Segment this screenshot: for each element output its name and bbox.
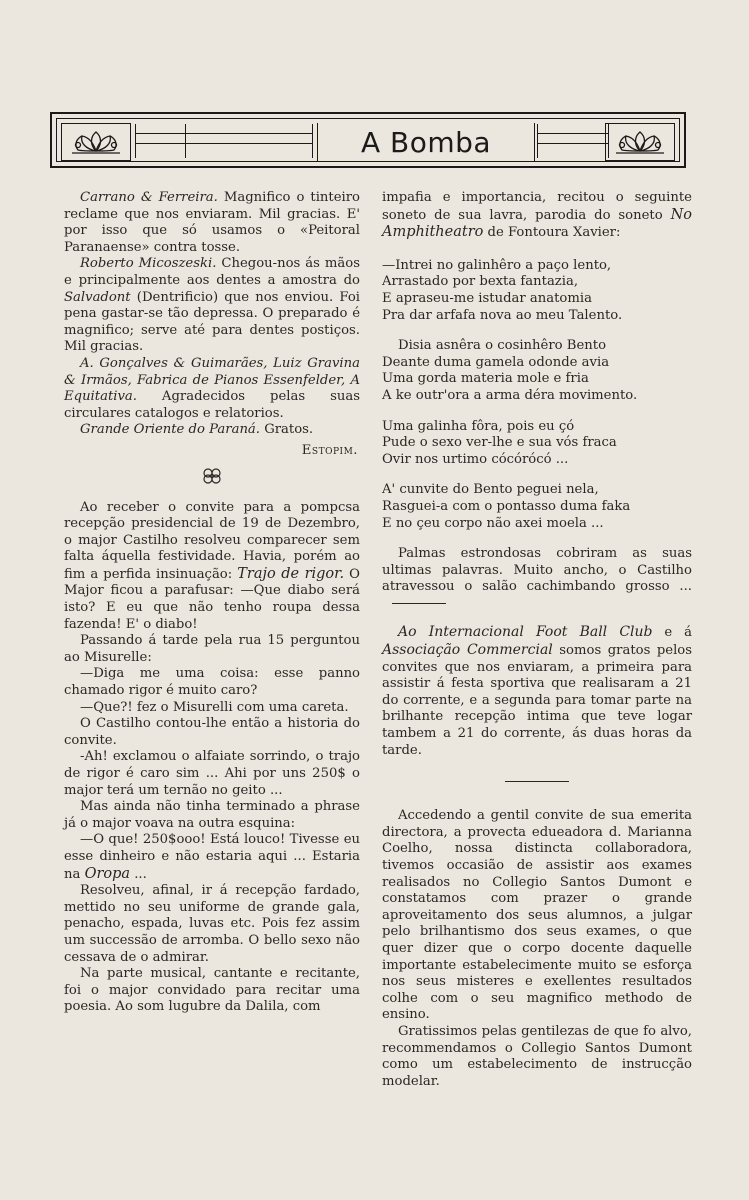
article-paragraph: A. Gonçalves & Guimarães, Luiz Gravina & Irmãos, Fabrica de Pianos Essenfelder, A Equitativa. Agradecidos pelas suas circulares catalogos e relatorios. [64,355,360,421]
article-paragraph: Roberto Micoszeski. Chegou-nos ás mãos e principalmente aos dentes a amostra do Salvadont (Dentrificio) que nos enviou. Foi pena gastar-se tão depressa. O preparado é magnifico; serve até para dentes postiços. Mil gracias. [64,256,360,355]
verse-line: Uma gorda materia mole e fria [382,371,589,387]
article-paragraph: Accedendo a gentil convite de sua emerita directora, a provecta edueadora d. Marianna Coelho, nossa distincta collaboradora, tivemos occasião de assistir aos exames realisados no Collegio Santos Dumont e constatamos com prazer o grande aproveitamento dos seus alumnos, a julgar pelo brilhantismo dos seus exames, o que quer dizer que o corpo docente daquelle importante estabelecimente muito se esforça nos seus misteres e exellentes resultados colhe com o seu magnifico methodo de ensino. [382,808,692,1023]
stanza [382,482,692,532]
verse-line: E apraseu-me istudar anatomia [382,290,592,306]
article-paragraph: Carrano & Ferreira. Magnifico o tinteiro reclame que nos enviaram. Mil gracias. E' por isso que só usamos o «Peitoral Paranaense» contra tosse. [64,190,360,255]
section-rule [392,603,446,604]
verse-line: A' cunvite do Bento peguei nela, [382,482,599,498]
right-ornament-box [605,123,675,161]
sonnet [382,258,692,532]
right-column [382,190,692,1090]
header-banner [50,112,686,168]
verse-line: Pude o sexo ver-lhe e sua vós fraca [382,435,617,451]
article-paragraph: Mas ainda não tinha terminado a phrase já o major voava na outra esquina: [64,799,360,831]
article-paragraph: Palmas estrondosas cobriram as suas ultimas palavras. Muito ancho, o Castilho atravessou o salão cachimbando grosso ... [382,546,692,612]
verse-line: Disia asnêra o cosinhêro Bento [398,338,607,354]
article-paragraph: Passando á tarde pela rua 15 perguntou ao Misurelle: [64,633,360,665]
verse-line: Deante duma gamela odonde avia [382,354,610,370]
article-paragraph: —Que?! fez o Misurelli com uma careta. [80,699,349,715]
left-column [64,190,360,1016]
article-paragraph: -Ah! exclamou o alfaiate sorrindo, o trajo de rigor é caro sim ... Ahi por uns 250$ o major terá um ternão no geito ... [64,749,360,798]
section-divider [64,466,360,486]
article-paragraph: Resolveu, afinal, ir á recepção fardado, mettido no seu uniforme de grande gala, penacho, espada, luvas etc. Pois fez assim um successão de arromba. O bello sexo não cessava de o admirar. [64,883,360,965]
flower-divider-icon [201,466,223,486]
title-box [317,123,535,161]
verse-line: E no çeu corpo não axei moela ... [382,515,604,531]
header-inner-frame [56,118,680,162]
verse-line: A ke outr'ora a arma déra movimento. [382,387,638,403]
article-paragraph: Ao Internacional Foot Ball Club e á Associação Commercial somos gratos pelos convites que nos enviaram, a primeira para assistir á festa sportiva que realisaram a 21 do corrente, e a segunda para tomar parte na brilhante recepção intima que teve logar tambem a 21 do corrente, ás duas horas da tarde. [382,624,693,758]
article-paragraph: —O que! 250$ooo! Está louco! Tivesse eu esse dinheiro e não estaria aqui ... Estaria na Oropa ... [64,832,360,882]
article-paragraph: Na parte musical, cantante e recitante, foi o major convidado para recitar uma poesia. Ao som lugubre da Dalila, com [64,966,360,1015]
verse-line: —Intrei no galinhêro a paço lento, [382,257,612,273]
article-paragraph: —Diga me uma coisa: esse panno chamado rigor é muito caro? [64,666,360,699]
article-paragraph: Gratissimos pelas gentilezas de que fo alvo, recommendamos o Collegio Santos Dumont como um estabelecimento de instrucção modelar. [382,1023,692,1089]
stanza [382,338,692,404]
verse-line: Ovir nos urtimo cócórócó ... [382,451,569,467]
article-paragraph: O Castilho contou-lhe então a historia do convite. [64,716,360,748]
article-paragraph: Ao receber o convite para a pompcsa recepção presidencial de 19 de Dezembro, o major Castilho resolveu comparecer sem falta áquella festividade. Havia, porém ao fim a perfida insinuação: Trajo de rigor. O Major ficou a parafusar: —Que diabo será isto? E eu que não tenho roupa dessa fazenda! E' o diabo! [64,499,360,632]
right-rule-group [537,129,609,155]
stanza [382,419,692,469]
left-ornament-box [61,123,131,161]
lotus-ornament-icon [610,127,670,157]
verse-line: Rasguei-a com o pontasso duma faka [382,498,631,514]
left-rule-group [135,129,313,155]
verse-line: Arrastado por bexta fantazia, [382,274,579,290]
verse-line: Uma galinha fôra, pois eu çó [382,418,575,434]
signature: Estopim. [301,442,358,458]
verse-line: Pra dar arfafa nova ao meu Talento. [382,307,623,323]
article-paragraph: Grande Oriente do Paraná. Gratos. [80,422,314,438]
section-rule [505,781,569,782]
page-title: A Bomba [360,125,492,159]
lotus-ornament-icon [66,127,126,157]
stanza [382,258,692,324]
article-paragraph: impafia e importancia, recitou o seguinte soneto de sua lavra, parodia do soneto No Amphitheatro de Fontoura Xavier: [382,190,692,241]
